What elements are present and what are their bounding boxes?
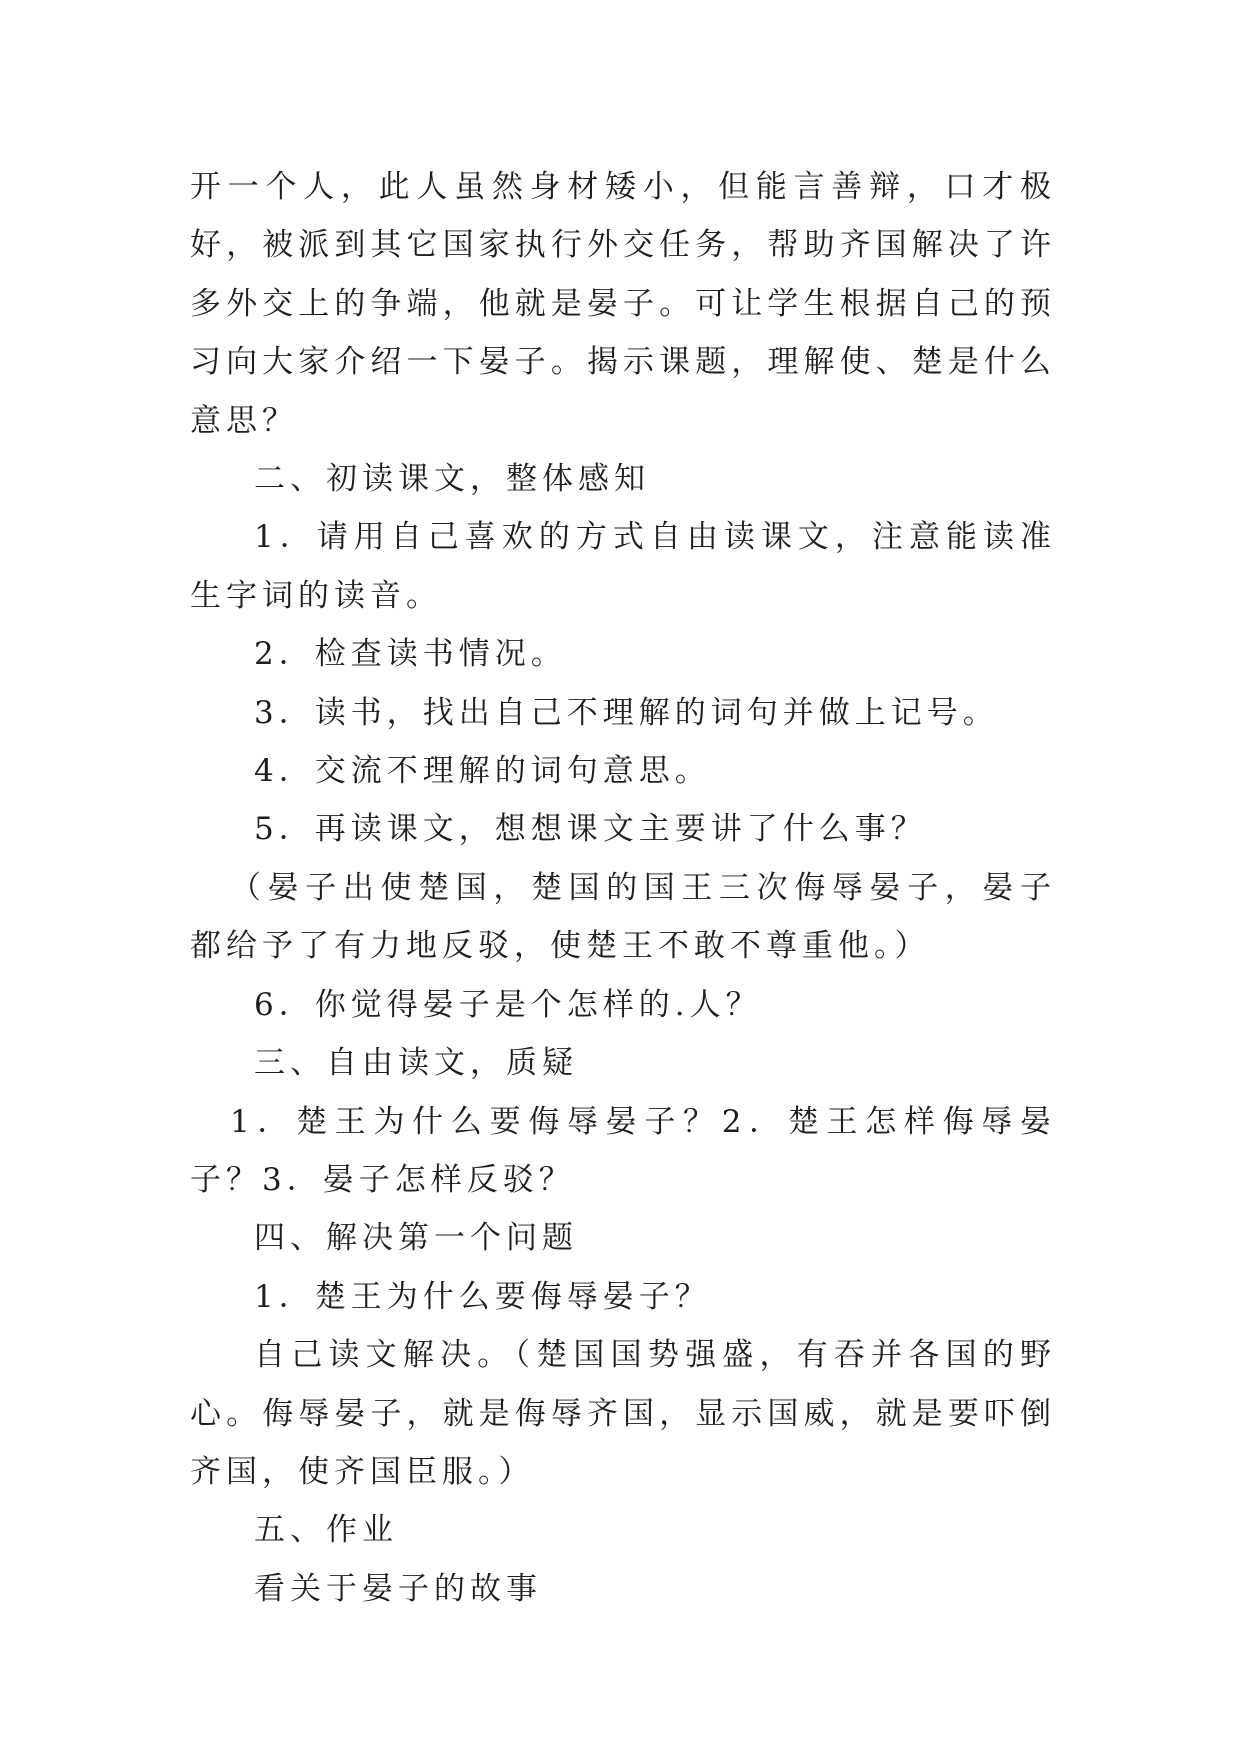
answer-note: （晏子出使楚国，楚国的国王三次侮辱晏子，晏子都给予了有力地反驳，使楚王不敢不尊重他。） [190,869,1056,965]
list-item: 1．楚王为什么要侮辱晏子？ [254,1278,711,1315]
section-heading-2: 二、初读课文，整体感知 [254,461,650,498]
list-item: 2．检查读书情况。 [254,636,567,673]
homework-text: 看关于晏子的故事 [254,1570,542,1607]
section-heading-4: 四、解决第一个问题 [254,1220,578,1257]
paragraph-intro: 开一个人，此人虽然身材矮小，但能言善辩，口才极好，被派到其它国家执行外交任务，帮助齐国解决了许多外交上的争端，他就是晏子。可让学生根据自己的预习向大家介绍一下晏子。揭示课题，理解使、楚是什么意思？ [190,169,1056,439]
answer-paragraph: 自己读文解决。（楚国国势强盛，有吞并各国的野心。侮辱晏子，就是侮辱齐国，显示国威，就是要吓倒齐国，使齐国臣服。） [190,1337,1056,1490]
section-heading-5: 五、作业 [254,1512,398,1549]
list-item: 3．读书，找出自己不理解的词句并做上记号。 [254,694,999,731]
section-heading-3: 三、自由读文，质疑 [254,1045,578,1082]
list-item: 5．再读课文，想想课文主要讲了什么事？ [254,811,927,848]
list-item: 1．请用自己喜欢的方式自由读课文，注意能读准生字词的读音。 [190,519,1056,614]
list-item: 6．你觉得晏子是个怎样的.人？ [254,986,762,1023]
document-body [190,158,1056,1618]
list-item: 4．交流不理解的词句意思。 [254,753,711,790]
question-list: 1．楚王为什么要侮辱晏子？2．楚王怎样侮辱晏子？3．晏子怎样反驳？ [190,1103,1056,1198]
